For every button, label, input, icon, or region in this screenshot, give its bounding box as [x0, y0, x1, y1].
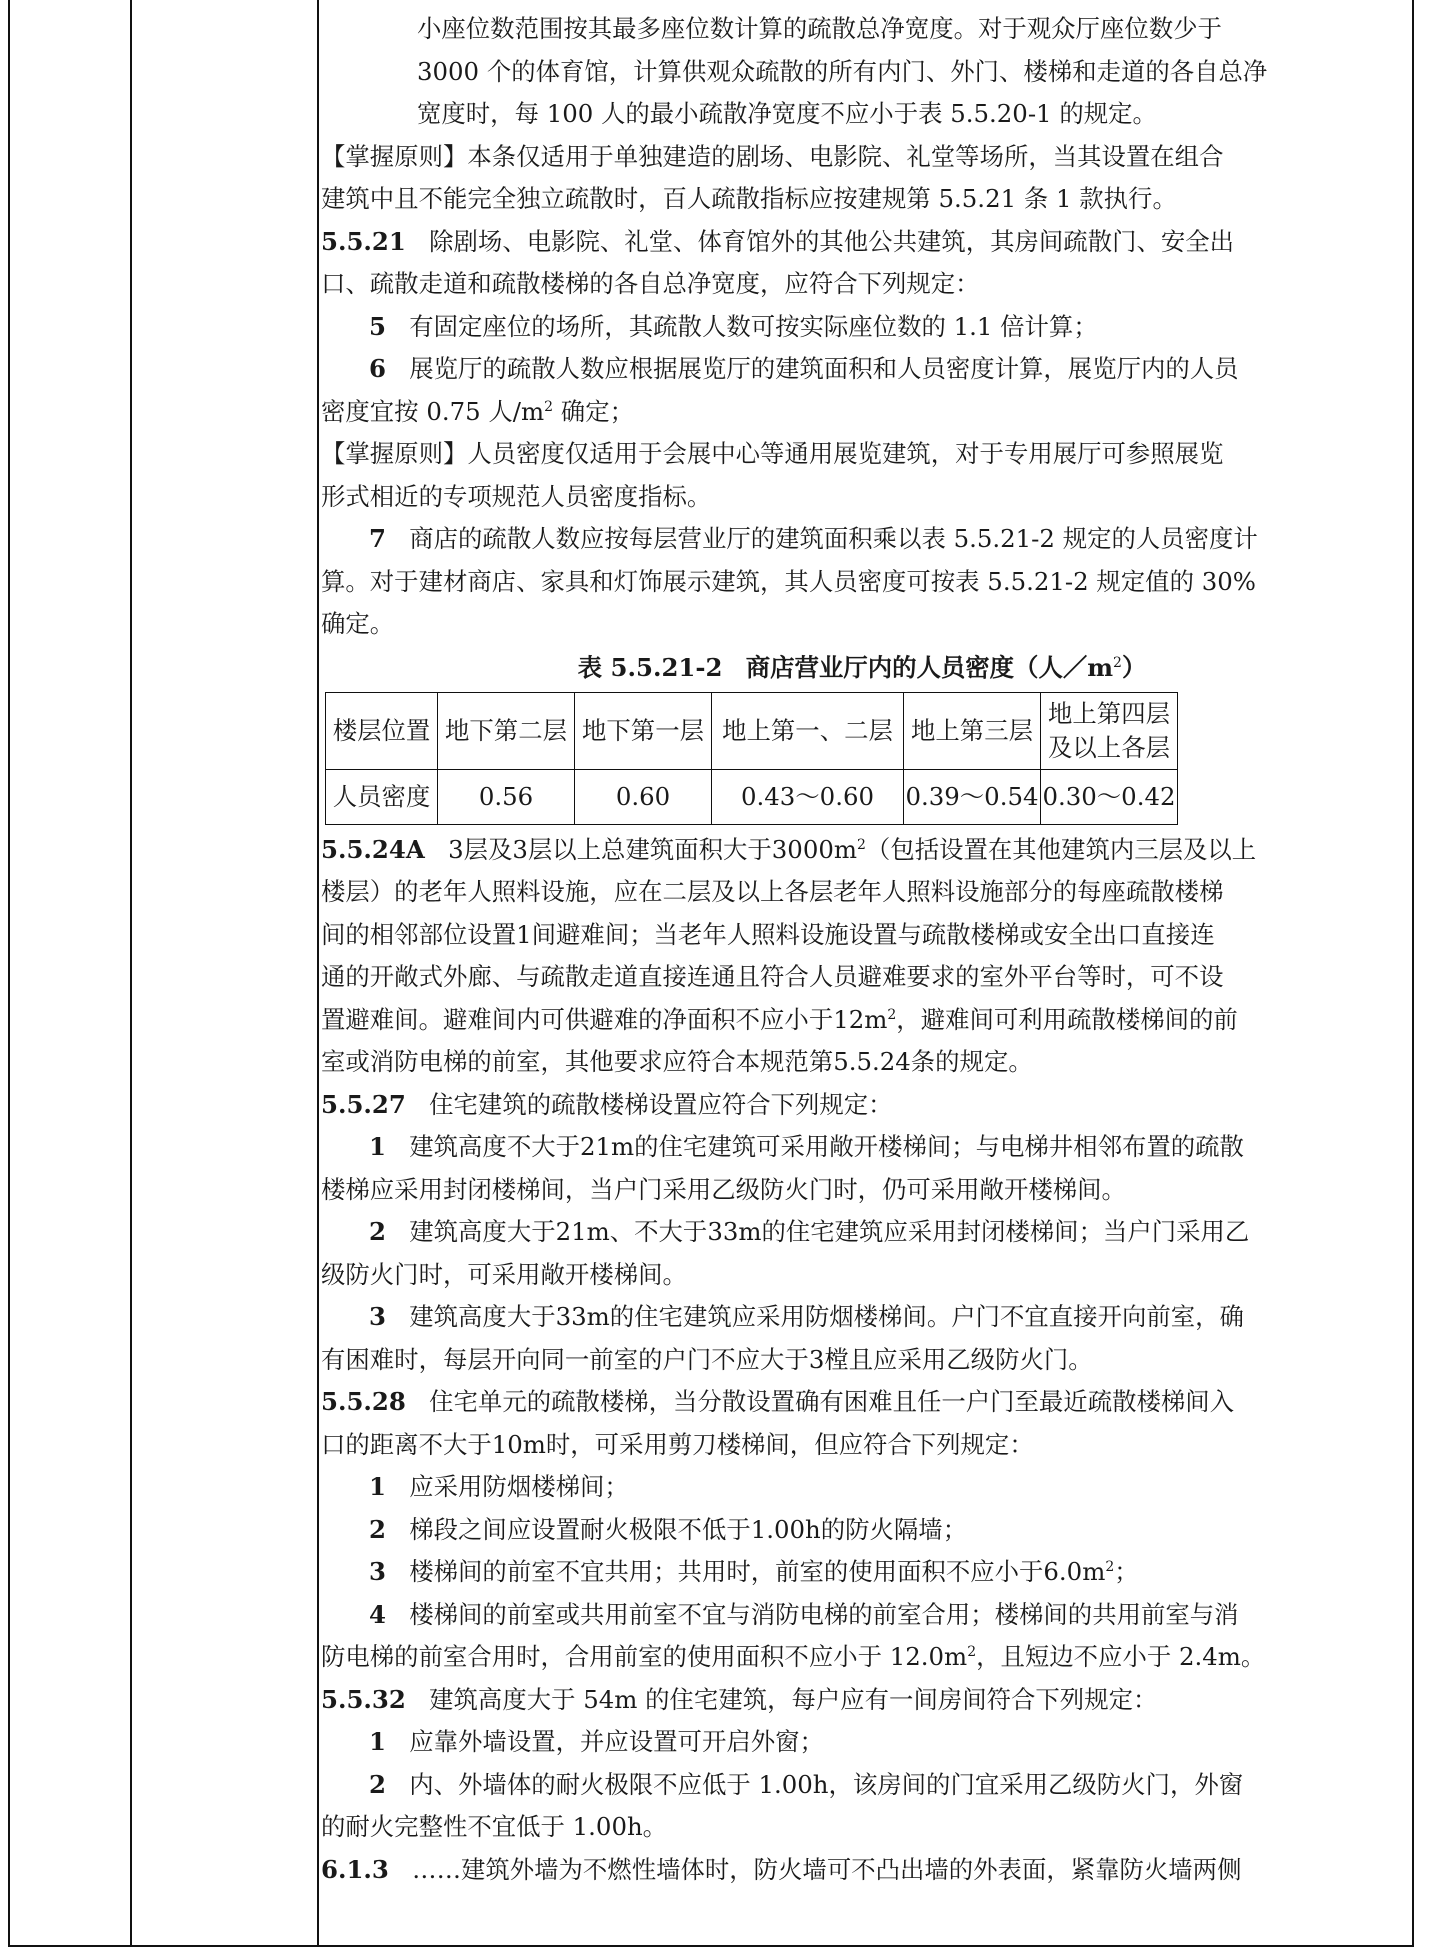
- text-line: 3000 个的体育馆，计算供观众疏散的所有内门、外门、楼梯和走道的各自总净: [417, 56, 1268, 86]
- clause-text: 住宅单元的疏散楼梯，当分散设置确有困难且任一户门至最近疏散楼梯间入: [429, 1387, 1235, 1416]
- clause-text: 建筑高度大于 54m 的住宅建筑，每户应有一间房间符合下列规定：: [429, 1684, 1158, 1714]
- item-text: 建筑高度大于21m、不大于33m的住宅建筑应采用封闭楼梯间；当户门采用乙: [409, 1217, 1250, 1246]
- clause-text: 住宅建筑的疏散楼梯设置应符合下列规定：: [429, 1089, 893, 1119]
- clause-text: 除剧场、电影院、礼堂、体育馆外的其他公共建筑，其房间疏散门、安全出: [429, 226, 1235, 256]
- item: [321, 518, 1403, 561]
- item-number: 5: [369, 311, 386, 341]
- table-header-row: [326, 692, 1178, 769]
- item-text: 有固定座位的场所，其疏散人数可按实际座位数的 1.1 倍计算；: [409, 311, 1098, 341]
- clause-5-5-24a: [321, 829, 1403, 872]
- item: [321, 1721, 1403, 1764]
- clause-number: 5.5.24A: [321, 834, 425, 864]
- table-cell: 0.39～0.54: [904, 769, 1041, 824]
- superscript: 2: [967, 1643, 977, 1660]
- density-table: [325, 692, 1178, 825]
- caption-title: 商店营业厅内的人员密度（人／m: [745, 652, 1114, 682]
- clause-5-5-28: [321, 1381, 1403, 1424]
- item-number: 2: [369, 1514, 386, 1544]
- superscript: 2: [1105, 1558, 1115, 1575]
- text-line: [321, 999, 1403, 1042]
- header-line: 地上第四层: [1048, 698, 1170, 728]
- clause-text: 3层及3层以上总建筑面积大于3000m: [448, 834, 857, 864]
- table-cell: 0.56: [438, 769, 575, 824]
- text-span: 置避难间。避难间内可供避难的净面积不应小于12m: [321, 1004, 888, 1034]
- text-span: 确定；: [553, 396, 634, 426]
- text-span: ，且短边不应小于 2.4m。: [976, 1642, 1266, 1671]
- header-line: 及以上各层: [1048, 732, 1170, 762]
- text-span: 防电梯的前室合用时，合用前室的使用面积不应小于 12.0m: [321, 1642, 968, 1671]
- text-line: 楼层）的老年人照料设施，应在二层及以上各层老年人照料设施部分的每座疏散楼梯: [321, 877, 1224, 906]
- table-caption: [321, 646, 1403, 690]
- item: [321, 1126, 1403, 1169]
- clause-number: 5.5.27: [321, 1089, 406, 1119]
- table-cell: 0.30～0.42: [1041, 769, 1178, 824]
- clause-number: 5.5.32: [321, 1684, 406, 1714]
- item: [321, 1466, 1403, 1509]
- table-header-cell: 地下第二层: [438, 692, 575, 769]
- table-header-cell: 地上第三层: [904, 692, 1041, 769]
- table-header-cell: 地上第一、二层: [712, 692, 904, 769]
- text-line: 楼梯应采用封闭楼梯间，当户门采用乙级防火门时，仍可采用敞开楼梯间。: [321, 1174, 1126, 1204]
- left-column: [10, 0, 132, 1945]
- text-line: 通的开敞式外廊、与疏散走道直接连通且符合人员避难要求的室外平台等时，可不设: [321, 962, 1224, 991]
- item-number: 4: [369, 1599, 386, 1629]
- text-line: [321, 391, 1403, 434]
- text-line: 的耐火完整性不宜低于 1.00h。: [321, 1812, 668, 1841]
- clause-number: 6.1.3: [321, 1854, 389, 1884]
- clause-5-5-21: [321, 221, 1403, 264]
- document-body: [321, 8, 1403, 1891]
- text-line: 小座位数范围按其最多座位数计算的疏散总净宽度。对于观众厅座位数少于: [417, 14, 1222, 43]
- caption-end: ）: [1121, 652, 1147, 682]
- item-text: 建筑高度不大于21m的住宅建筑可采用敞开楼梯间；与电梯井相邻布置的疏散: [409, 1132, 1244, 1161]
- text-line: 室或消防电梯的前室，其他要求应符合本规范第5.5.24条的规定。: [321, 1047, 1033, 1076]
- text-line: 算。对于建材商店、家具和灯饰展示建筑，其人员密度可按表 5.5.21-2 规定值的 30%: [321, 566, 1256, 596]
- text-line: 级防火门时，可采用敞开楼梯间。: [321, 1259, 687, 1289]
- item-number: 7: [369, 524, 386, 553]
- item-number: 1: [369, 1472, 386, 1501]
- item-text: 楼梯间的前室或共用前室不宜与消防电梯的前室合用；楼梯间的共用前室与消: [409, 1599, 1239, 1629]
- clause-5-5-32: [321, 1679, 1403, 1722]
- item-text: 应靠外墙设置，并应设置可开启外窗；: [409, 1727, 824, 1756]
- item-text: 应采用防烟楼梯间；: [409, 1472, 629, 1501]
- item-text: 商店的疏散人数应按每层营业厅的建筑面积乘以表 5.5.21-2 规定的人员密度计: [409, 524, 1258, 553]
- text-line: 口的距离不大于10m时，可采用剪刀楼梯间，但应符合下列规定：: [321, 1429, 1034, 1459]
- item: [321, 348, 1403, 391]
- superscript: 2: [1113, 654, 1122, 671]
- item-text: ；: [1114, 1557, 1139, 1586]
- item-number: 1: [369, 1132, 386, 1161]
- text-line: 确定。: [321, 609, 395, 638]
- item: [321, 1296, 1403, 1339]
- item-text: 展览厅的疏散人数应根据展览厅的建筑面积和人员密度计算，展览厅内的人员: [409, 354, 1239, 383]
- item-text: 建筑高度大于33m的住宅建筑应采用防烟楼梯间。户门不宜直接开向前室，确: [409, 1302, 1244, 1331]
- text-line: [321, 1636, 1403, 1679]
- item-text: 梯段之间应设置耐火极限不低于1.00h的防火隔墙；: [409, 1514, 968, 1544]
- clause-6-1-3: [321, 1849, 1403, 1892]
- table-header-cell: 地下第一层: [575, 692, 712, 769]
- clause-text: ……建筑外墙为不燃性墙体时，防火墙可不凸出墙的外表面，紧靠防火墙两侧: [412, 1854, 1242, 1884]
- text-line: 建筑中且不能完全独立疏散时，百人疏散指标应按建规第 5.5.21 条 1 款执行。: [321, 184, 1177, 213]
- text-line: 【掌握原则】人员密度仅适用于会展中心等通用展览建筑，对于专用展厅可参照展览: [321, 439, 1224, 468]
- text-line: 【掌握原则】本条仅适用于单独建造的剧场、电影院、礼堂等场所，当其设置在组合: [321, 141, 1224, 171]
- table-cell: 0.60: [575, 769, 712, 824]
- table-cell: 0.43～0.60: [712, 769, 904, 824]
- table-header-cell: [1041, 692, 1178, 769]
- caption-label: 表 5.5.21-2: [577, 652, 723, 682]
- text-line: 有困难时，每层开向同一前室的户门不应大于3樘且应采用乙级防火门。: [321, 1344, 1093, 1374]
- table-header-cell: 楼层位置: [326, 692, 438, 769]
- clause-text: （包括设置在其他建筑内三层及以上: [865, 834, 1257, 864]
- clause-5-5-27: [321, 1084, 1403, 1127]
- item-number: 1: [369, 1727, 386, 1756]
- text-line: 口、疏散走道和疏散楼梯的各自总净宽度，应符合下列规定：: [321, 269, 980, 298]
- item-number: 2: [369, 1769, 386, 1799]
- item-text: 内、外墙体的耐火极限不应低于 1.00h，该房间的门宜采用乙级防火门，外窗: [409, 1769, 1244, 1799]
- item-number: 2: [369, 1217, 386, 1246]
- text-span: 密度宜按 0.75 人/m: [321, 396, 545, 426]
- table-row: [326, 769, 1178, 824]
- item-text: 楼梯间的前室不宜共用；共用时，前室的使用面积不应小于6.0m: [409, 1557, 1106, 1586]
- item: [321, 1594, 1403, 1637]
- superscript: 2: [544, 398, 554, 415]
- item-number: 3: [369, 1302, 386, 1331]
- text-span: ，避难间可利用疏散楼梯间的前: [896, 1004, 1238, 1034]
- table-row-label: 人员密度: [326, 769, 438, 824]
- item-number: 6: [369, 354, 386, 383]
- text-line: 间的相邻部位设置1间避难间；当老年人照料设施设置与疏散楼梯或安全出口直接连: [321, 919, 1215, 949]
- item: [321, 1509, 1403, 1552]
- superscript: 2: [857, 836, 866, 853]
- item-number: 3: [369, 1557, 386, 1586]
- item: [321, 1211, 1403, 1254]
- middle-column: [132, 0, 319, 1945]
- superscript: 2: [887, 1006, 897, 1023]
- item: [321, 1551, 1403, 1594]
- clause-number: 5.5.21: [321, 226, 406, 256]
- text-line: 宽度时，每 100 人的最小疏散净宽度不应小于表 5.5.20-1 的规定。: [417, 99, 1157, 128]
- item: [321, 1764, 1403, 1807]
- item: [321, 306, 1403, 349]
- clause-number: 5.5.28: [321, 1387, 406, 1416]
- text-line: 形式相近的专项规范人员密度指标。: [321, 481, 712, 511]
